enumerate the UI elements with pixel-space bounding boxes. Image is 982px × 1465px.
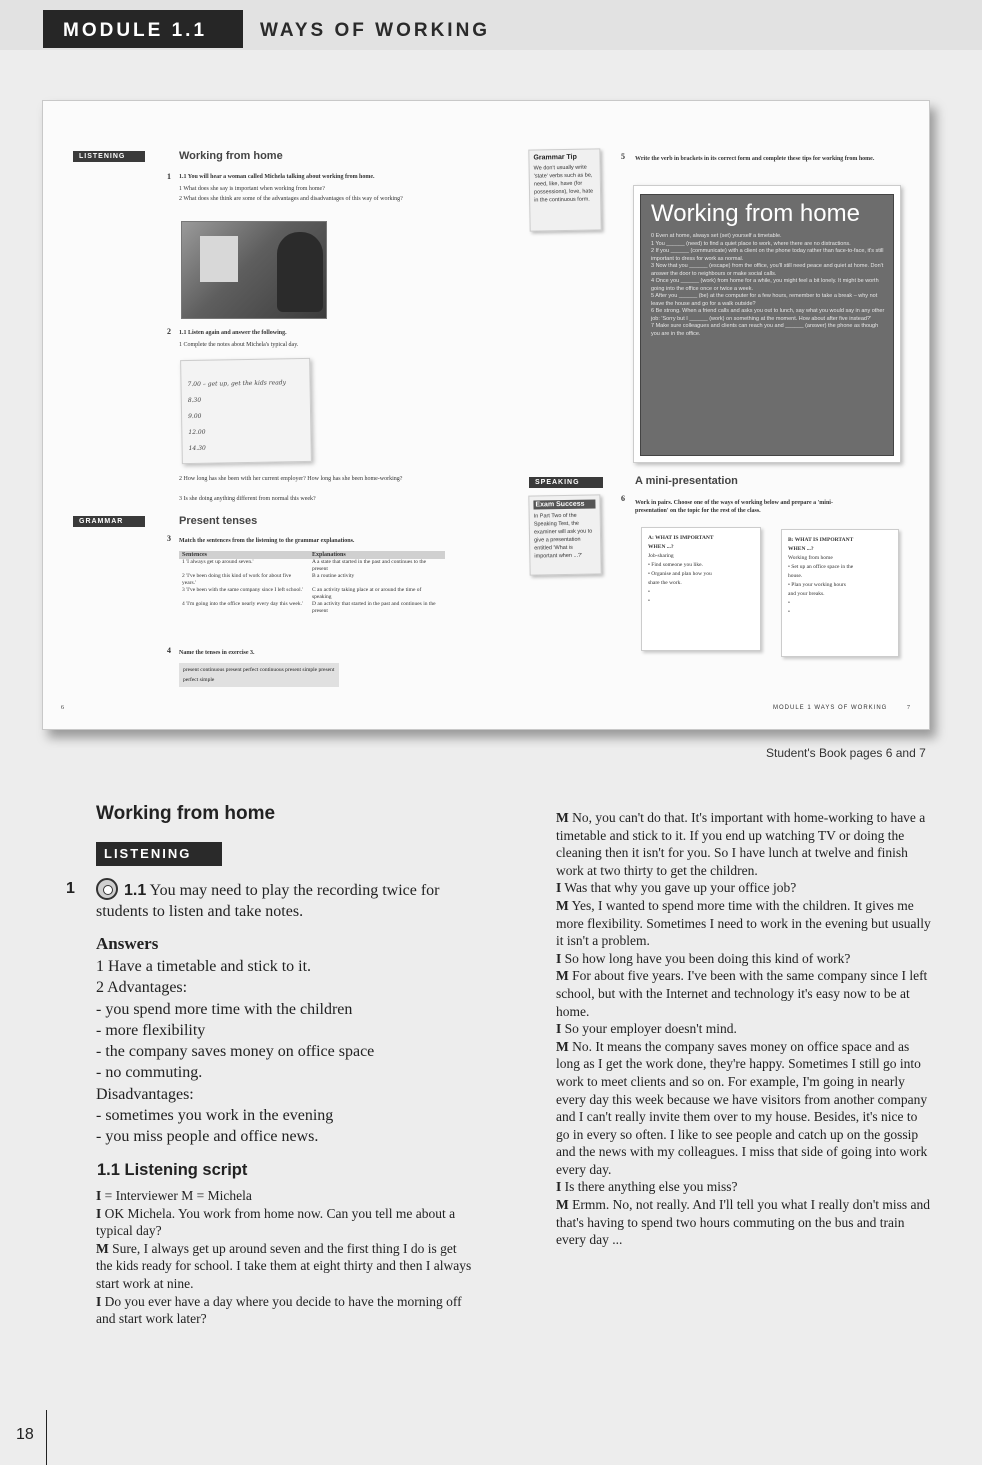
tips-card	[633, 185, 901, 463]
script-line	[556, 950, 932, 968]
answer-line: 1 Have a timetable and stick to it.	[96, 958, 312, 975]
monitor-shape	[200, 236, 238, 282]
speaker-label: I	[556, 1021, 562, 1037]
speaker-text: Was that why you gave up your office job?	[561, 880, 797, 896]
speaker-label: M	[556, 810, 569, 825]
intro-text: You may need to play the recording twice for students to listen and take notes.	[96, 882, 440, 920]
option-a-line: share the work.	[648, 580, 682, 586]
answer-line: - you spend more time with the children	[96, 1000, 353, 1018]
exam-success-title: Exam Success	[533, 499, 595, 509]
spread-ex2-number: 2	[167, 327, 171, 336]
grammar-sentence: 1 'I always get up around seven.'	[182, 559, 254, 565]
page-number: 18	[16, 1426, 34, 1443]
script-line	[96, 1187, 476, 1205]
spread-ex3-number: 3	[167, 534, 171, 543]
spread-speaking-title: A mini-presentation	[635, 475, 738, 487]
speaker-text: = Interviewer M = Michela	[101, 1188, 252, 1203]
tips-panel	[640, 194, 894, 456]
answer-line: 2 Advantages:	[96, 979, 188, 997]
option-a-line: Job-sharing	[648, 553, 674, 559]
speaker-text: Do you ever have a day where you decide to have the morning off and start work later?	[96, 1293, 462, 1327]
speaker-label: I	[556, 950, 562, 966]
speaker-text: Ermm. No, not really. And I'll tell you what I really don't miss and that's having to spend two hours commuting on the bus and train every day ...	[556, 1197, 931, 1248]
option-a-line: •	[648, 598, 650, 604]
speaker-text: No, you can't do that. It's important with home-working to have a timetable and stick to it. If you end up watching TV or doing the cleaning then it isn't for you. So I have lunch at twelve and finish work at two thirty to get the children.	[556, 810, 926, 878]
spread-ex4-number: 4	[167, 646, 171, 655]
option-a-line: • Find someone you like.	[648, 562, 703, 568]
option-b-line: • Plan your working hours	[788, 582, 846, 588]
exam-success-text: In Part Two of the Speaking Test, the examiner will ask you to give a presentation entitled 'What is important when ...?'	[533, 512, 593, 560]
note-line: 8.30	[187, 396, 202, 405]
script-line	[556, 1178, 932, 1196]
answer-line: - sometimes you work in the evening	[96, 1107, 334, 1125]
grammar-table	[179, 551, 445, 615]
option-a-line: WHEN ...?	[648, 544, 674, 550]
answer-line: - you miss people and office news.	[96, 1128, 319, 1146]
grammar-explanation: B a routine activity	[312, 573, 355, 579]
speaker-text: So your employer doesn't mind.	[561, 1021, 737, 1037]
script-line	[556, 809, 932, 879]
tip-line: 4 Once you ______ (work) from home for a while, you might feel a bit lonely. It might be worth going into the office once or twice a week.	[651, 278, 879, 292]
spread-ex5-text: Write the verb in brackets in its correct form and complete these tips for working from home.	[635, 156, 875, 162]
grammar-tip-card	[528, 148, 601, 231]
option-a-line: A: WHAT IS IMPORTANT	[648, 535, 714, 541]
spread-ex5-number: 5	[621, 152, 625, 161]
speaker-text: Sure, I always get up around seven and the first thing I do is get the kids ready for school. I take them at eight thirty and then I always start work at nine.	[96, 1240, 472, 1291]
note-line: 7.00 – get up, get the kids ready	[187, 379, 287, 389]
option-b-line: • Set up an office space in the	[788, 564, 854, 570]
speaker-label: I	[556, 880, 562, 896]
exam-success-card	[528, 494, 601, 575]
woman-at-computer-photo	[181, 221, 327, 319]
tip-line: 5 After you ______ (be) at the computer for a few hours, remember to take a break – why not leave the house and go for a walk outside?	[651, 293, 878, 307]
speaker-text: Yes, I wanted to spend more time with the children. It gives me more flexibility. Sometimes I need to work in the evening but usually it isn't a problem.	[556, 897, 931, 949]
speaker-text: Is there anything else you miss?	[561, 1179, 738, 1195]
spread-ex1-number: 1	[167, 172, 171, 181]
script-line	[96, 1293, 476, 1328]
spread-grammar-tag: GRAMMAR	[73, 516, 145, 527]
script-right-column	[556, 809, 932, 1249]
spread-ex1-q2: 2 What does she think are some of the advantages and disadvantages of this way of working?	[179, 196, 403, 202]
tip-line: 6 Be strong. When a friend calls and asks you out to lunch, say what you would say in any other job: 'Sorry but I ______ (work) on something at the moment. How about after five instead?'	[651, 308, 885, 322]
grammar-sentence: 4 'I'm going into the office nearly every day this week.'	[182, 601, 303, 607]
speaker-text: No. It means the company saves money on office space and as long as I get the work done, they're happy. Sometimes I still go into work to meet clients and so on. For example, I'm going in nearly every day this week because we have visitors from another company and I can't really invite them over to my house. Besides, it's nice to go in every so often. I like to see people and catch up on the gossip and the news with my colleagues. I miss that side of going into work every day.	[556, 1038, 928, 1177]
answers-list	[96, 956, 374, 1148]
module-title: WAYS OF WORKING	[260, 20, 491, 41]
option-b-line: •	[788, 600, 790, 606]
module-banner	[0, 0, 982, 50]
spread-ex3-text: Match the sentences from the listening to the grammar explanations.	[179, 538, 355, 544]
speaker-label: M	[96, 1240, 109, 1256]
speaker-label: M	[556, 968, 569, 984]
answer-line: Disadvantages:	[96, 1085, 194, 1103]
speaker-label: I	[96, 1188, 102, 1203]
note-line: 9.00	[188, 412, 202, 421]
tips-title: Working from home	[651, 200, 860, 227]
grammar-explanation: A a state that started in the past and continues to the present	[312, 559, 427, 572]
grammar-table-header: Explanations	[309, 551, 445, 559]
grammar-explanation: D an activity that started in the past and continues in the present	[312, 601, 436, 614]
option-b-line: Working from home	[788, 555, 833, 561]
note-line: 14.30	[188, 444, 206, 453]
grammar-tip-text: We don't usually write 'state' verbs such as be, need, like, have (for possessions), love, hate in the continuous form.	[533, 164, 594, 204]
option-a-line: •	[648, 589, 650, 595]
grammar-explanation: C an activity taking place at or around the time of speaking	[312, 587, 422, 600]
grammar-sentence: 3 'I've been with the same company since I left school.'	[182, 587, 304, 593]
option-b-line: •	[788, 609, 790, 615]
spread-ex2-q3: 3 Is she doing anything different from normal this week?	[179, 496, 316, 502]
speaker-text: OK Michela. You work from home now. Can you tell me about a typical day?	[96, 1205, 456, 1239]
option-a-line: • Organise and plan how you	[648, 571, 712, 577]
option-b-line: WHEN ...?	[788, 546, 814, 552]
option-b-line: B: WHAT IS IMPORTANT	[788, 537, 854, 543]
tip-line: 7 Make sure colleagues and clients can reach you and ______ (answer) the phone as though you are in the office.	[651, 323, 879, 337]
person-shape	[277, 232, 323, 312]
spread-ex1-q1: 1 What does she say is important when working from home?	[179, 186, 325, 192]
spread-ex1-text: 1.1 You will hear a woman called Michela talking about working from home.	[179, 174, 375, 180]
script-line	[96, 1205, 476, 1240]
spread-grammar-title: Present tenses	[179, 515, 258, 527]
script-left-column	[96, 1187, 476, 1328]
speaker-label: M	[556, 1197, 569, 1213]
speaker-label: I	[96, 1205, 102, 1221]
spread-speaking-tag: SPEAKING	[529, 477, 603, 488]
script-line	[96, 1240, 476, 1293]
spread-caption: Student's Book pages 6 and 7	[766, 746, 926, 760]
spread-page-left: 6	[61, 705, 64, 711]
exercise-number: 1	[66, 880, 75, 897]
speaker-label: I	[96, 1293, 102, 1309]
answer-line: - more flexibility	[96, 1021, 206, 1039]
tips-list	[641, 233, 893, 338]
script-line	[556, 1038, 932, 1179]
tip-line: 3 Now that you ______ (escape) from the office, you'll still need peace and quiet at home. Don't answer the door to neighbours or make social calls.	[651, 263, 884, 277]
students-book-spread	[42, 100, 930, 730]
track-number: 1.1	[124, 882, 147, 899]
script-line	[556, 1196, 932, 1249]
spread-section-title: Working from home	[179, 150, 283, 162]
option-b-line: house.	[788, 573, 803, 579]
tip-line: 2 If you ______ (communicate) with a client on the phone today rather than face-to-face, it's still important to dress for work as normal.	[651, 248, 884, 262]
note-line: 12.00	[188, 428, 206, 437]
speaker-label: M	[556, 897, 569, 913]
tip-line: 1 You ______ (need) to find a quiet place to work, where there are no distractions.	[651, 240, 851, 247]
spread-ex6-number: 6	[621, 494, 625, 503]
spread-ex6-text: Work in pairs. Choose one of the ways of working below and prepare a 'mini-presentation' on the topic for the rest of the class.	[635, 500, 833, 514]
speaker-label: M	[556, 1038, 569, 1054]
grammar-sentence: 2 'I've been doing this kind of work for about five years.'	[182, 573, 292, 586]
tip-line: 0 Even at home, always set (set) yourself a timetable.	[651, 233, 782, 239]
script-heading: 1.1 Listening script	[97, 1161, 248, 1179]
script-line	[556, 897, 932, 950]
answer-line: - the company saves money on office space	[96, 1043, 375, 1061]
page-title: Working from home	[96, 803, 276, 824]
option-a-card	[641, 527, 761, 651]
module-label: MODULE 1.1	[43, 10, 243, 48]
exercise-intro	[96, 880, 466, 922]
speaker-label: I	[556, 1179, 562, 1195]
page-number-rule	[46, 1410, 47, 1465]
option-b-line: and your breaks.	[788, 591, 825, 597]
spread-ex2-q2: 2 How long has she been with her current employer? How long has she been home-working?	[179, 476, 403, 482]
option-b-card	[781, 529, 899, 657]
spread-ex2-q1: 1 Complete the notes about Michela's typical day.	[179, 342, 299, 348]
spread-ex2-text: 1.1 Listen again and answer the following.	[179, 330, 287, 336]
spread-page-right: 7	[907, 705, 910, 711]
answer-line: - no commuting.	[96, 1064, 203, 1082]
grammar-table-header: Sentences	[179, 551, 309, 559]
listening-tag: LISTENING	[96, 842, 222, 866]
speaker-text: For about five years. I've been with the same company since I left school, but with the Internet and technology it's easy now to be at home.	[556, 968, 928, 1019]
spread-footer: MODULE 1 WAYS OF WORKING	[773, 705, 888, 711]
grammar-tip-title: Grammar Tip	[533, 153, 577, 162]
script-line	[556, 1020, 932, 1038]
spread-listening-tag: LISTENING	[73, 151, 145, 162]
script-line	[556, 879, 932, 897]
tenses-box: present continuous present perfect continuous present simple present perfect simple	[179, 663, 339, 687]
answers-heading: Answers	[96, 934, 159, 953]
notes-card	[180, 358, 312, 464]
speaker-text: So how long have you been doing this kind of work?	[561, 950, 851, 966]
spread-ex4-text: Name the tenses in exercise 3.	[179, 650, 255, 656]
script-line	[556, 967, 932, 1020]
